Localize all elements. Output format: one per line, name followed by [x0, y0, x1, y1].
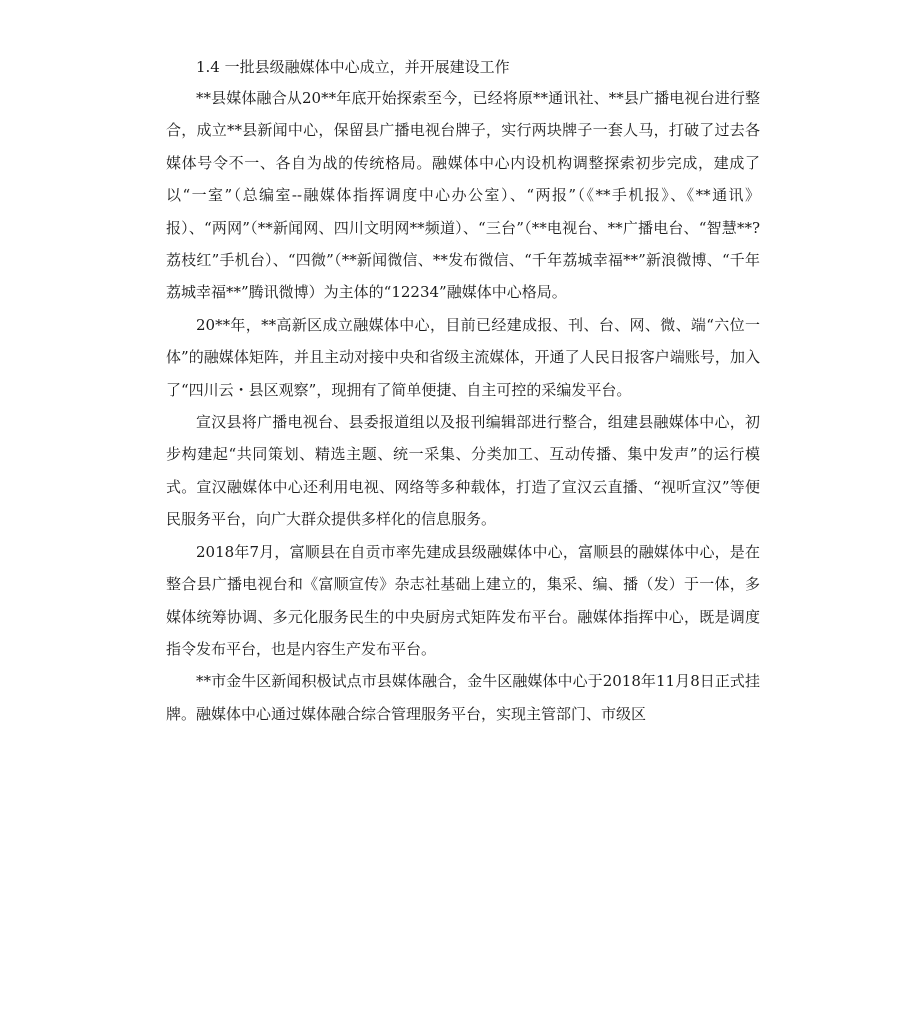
paragraph-3: 宣汉县将广播电视台、县委报道组以及报刊编辑部进行整合，组建县融媒体中心，初步构建起“共同策划、精选主题、统一采集、分类加工、互动传播、集中发声”的运行模式。宣汉融媒体中心还利用电视、网络等多种载体，打造了宣汉云直播、“视听宣汉”等便民服务平台，向广大群众提供多样化的信息服务。 [166, 413, 760, 529]
paragraph-4: 2018年7月，富顺县在自贡市率先建成县级融媒体中心，富顺县的融媒体中心，是在整合县广播电视台和《富顺宣传》杂志社基础上建立的，集采、编、播（发）于一体，多媒体统筹协调、多元化服务民生的中央厨房式矩阵发布平台。融媒体指挥中心，既是调度指令发布平台，也是内容生产发布平台。 [166, 542, 760, 658]
document-page [166, 52, 760, 730]
paragraph-1: **县媒体融合从20**年底开始探索至今，已经将原**通讯社、**县广播电视台进行整合，成立**县新闻中心，保留县广播电视台牌子，实行两块牌子一套人马，打破了过去各媒体号令不一、各自为战的传统格局。融媒体中心内设机构调整探索初步完成，建成了以“一室”（总编室--融媒体指挥调度中心办公室）、“两报”（《**手机报》、《**通讯》报）、“两网”（**新闻网、四川文明网**频道）、“三台”（**电视台、**广播电台、“智慧**?荔枝红”手机台）、“四微”（**新闻微信、**发布微信、“千年荔城幸福**”新浪微博、“千年荔城幸福**”腾讯微博）为主体的“12234”融媒体中心格局。 [166, 89, 760, 302]
paragraph-2: 20**年，**高新区成立融媒体中心，目前已经建成报、刊、台、网、微、端“六位一体”的融媒体矩阵，并且主动对接中央和省级主流媒体，开通了人民日报客户端账号，加入了“四川云・县区观察”，现拥有了简单便捷、自主可控的采编发平台。 [166, 315, 760, 399]
paragraph-5: **市金牛区新闻积极试点市县媒体融合，金牛区融媒体中心于2018年11月8日正式挂牌。融媒体中心通过媒体融合综合管理服务平台，实现主管部门、市级区 [166, 672, 760, 723]
section-heading: 1.4 一批县级融媒体中心成立，并开展建设工作 [196, 58, 510, 76]
